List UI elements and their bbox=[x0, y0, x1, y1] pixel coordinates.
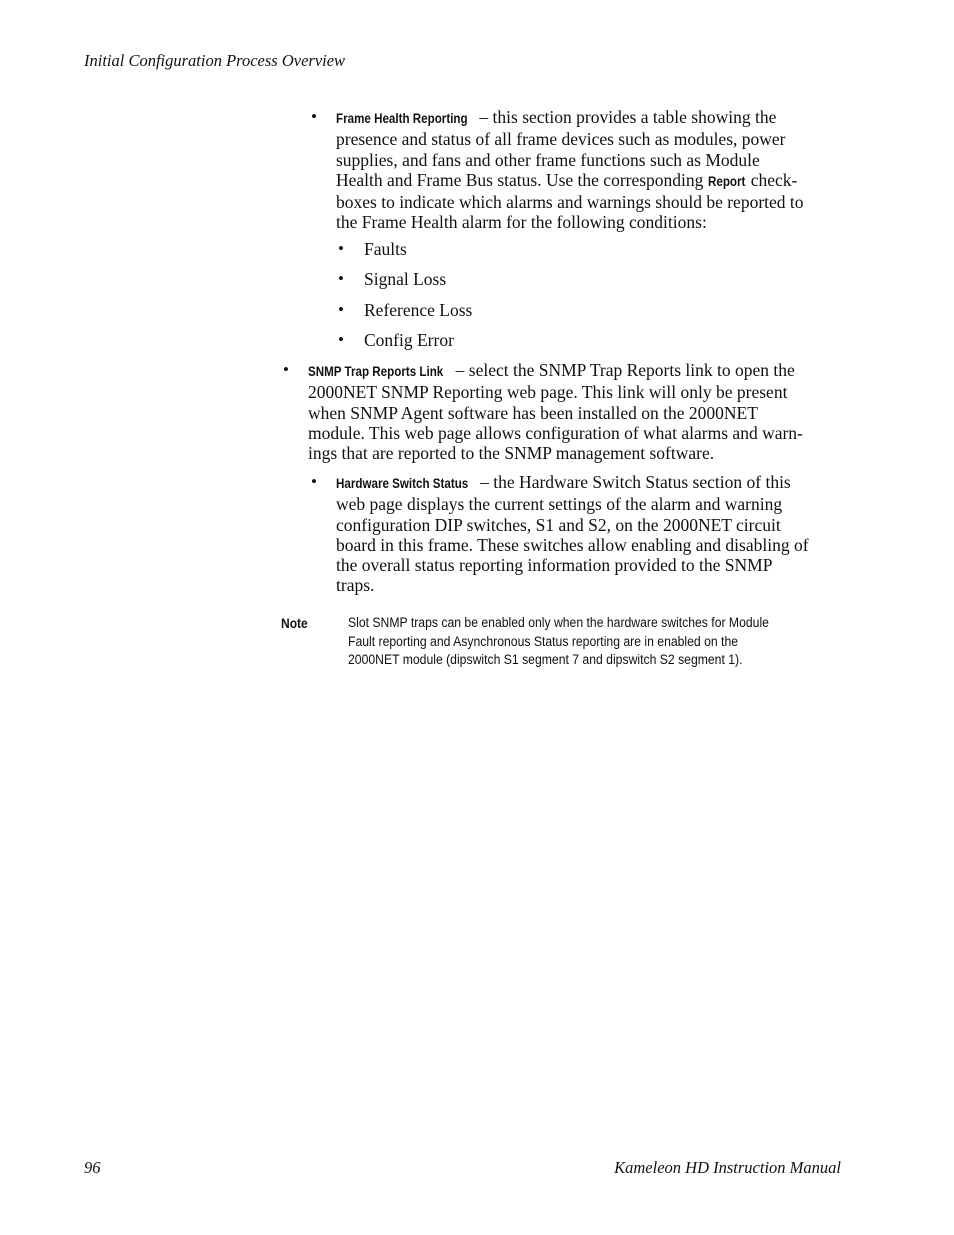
bullet: • bbox=[311, 472, 317, 491]
condition-item: Faults bbox=[364, 239, 407, 259]
text-line: supplies, and fans and other frame functions such as Module bbox=[336, 149, 760, 170]
text-line: – this section provides a table showing the bbox=[475, 107, 777, 127]
condition-item: Config Error bbox=[364, 330, 454, 350]
running-header: Initial Configuration Process Overview bbox=[84, 51, 346, 70]
hardware-switch-text bbox=[336, 472, 876, 596]
note-line: Fault reporting and Asynchronous Status reporting are in enabled on the bbox=[348, 633, 739, 650]
term-hardware-switch-status: Hardware Switch Status bbox=[336, 476, 469, 491]
bullet: • bbox=[338, 330, 344, 349]
text-line: module. This web page allows configuration of what alarms and warn- bbox=[308, 422, 803, 443]
text-line: board in this frame. These switches allow enabling and disabling of bbox=[336, 534, 809, 555]
term-frame-health-reporting: Frame Health Reporting bbox=[336, 111, 468, 126]
text-line: configuration DIP switches, S1 and S2, on the 2000NET circuit bbox=[336, 514, 781, 535]
bullet: • bbox=[338, 300, 344, 319]
text-line: web page displays the current settings of the alarm and warning bbox=[336, 494, 783, 515]
text-line: Health and Frame Bus status. Use the corresponding bbox=[336, 169, 708, 190]
text-line: presence and status of all frame devices such as modules, power bbox=[336, 129, 786, 150]
term-report: Report bbox=[707, 173, 746, 189]
text-line: – the Hardware Switch Status section of this bbox=[475, 472, 791, 492]
text-line: boxes to indicate which alarms and warnings should be reported to bbox=[336, 192, 804, 213]
text-line: 2000NET SNMP Reporting web page. This link will only be present bbox=[308, 382, 788, 403]
bullet: • bbox=[283, 360, 289, 379]
text-line: – select the SNMP Trap Reports link to open the bbox=[451, 360, 795, 380]
bullet: • bbox=[311, 107, 317, 126]
bullet: • bbox=[338, 239, 344, 258]
note-label: Note bbox=[281, 615, 308, 631]
text-line: when SNMP Agent software has been installed on the 2000NET bbox=[308, 402, 758, 423]
text-line: check- bbox=[746, 169, 798, 190]
note-line: Slot SNMP traps can be enabled only when the hardware switches for Module bbox=[348, 615, 769, 631]
text-line: ings that are reported to the SNMP management software. bbox=[308, 443, 715, 464]
frame-health-text bbox=[336, 107, 856, 233]
manual-title: Kameleon HD Instruction Manual bbox=[614, 1158, 841, 1177]
page-number: 96 bbox=[84, 1158, 101, 1177]
term-snmp-trap-reports-link: SNMP Trap Reports Link bbox=[308, 364, 444, 379]
condition-item: Signal Loss bbox=[364, 269, 447, 289]
text-line: the overall status reporting information provided to the SNMP bbox=[336, 555, 773, 576]
condition-item: Reference Loss bbox=[364, 300, 473, 320]
text-line: the Frame Health alarm for the following conditions: bbox=[336, 212, 707, 233]
bullet: • bbox=[338, 269, 344, 288]
note-text bbox=[348, 614, 812, 670]
text-line: traps. bbox=[336, 575, 375, 596]
snmp-trap-text bbox=[308, 360, 868, 463]
note-line: 2000NET module (dipswitch S1 segment 7 and dipswitch S2 segment 1). bbox=[348, 652, 743, 668]
